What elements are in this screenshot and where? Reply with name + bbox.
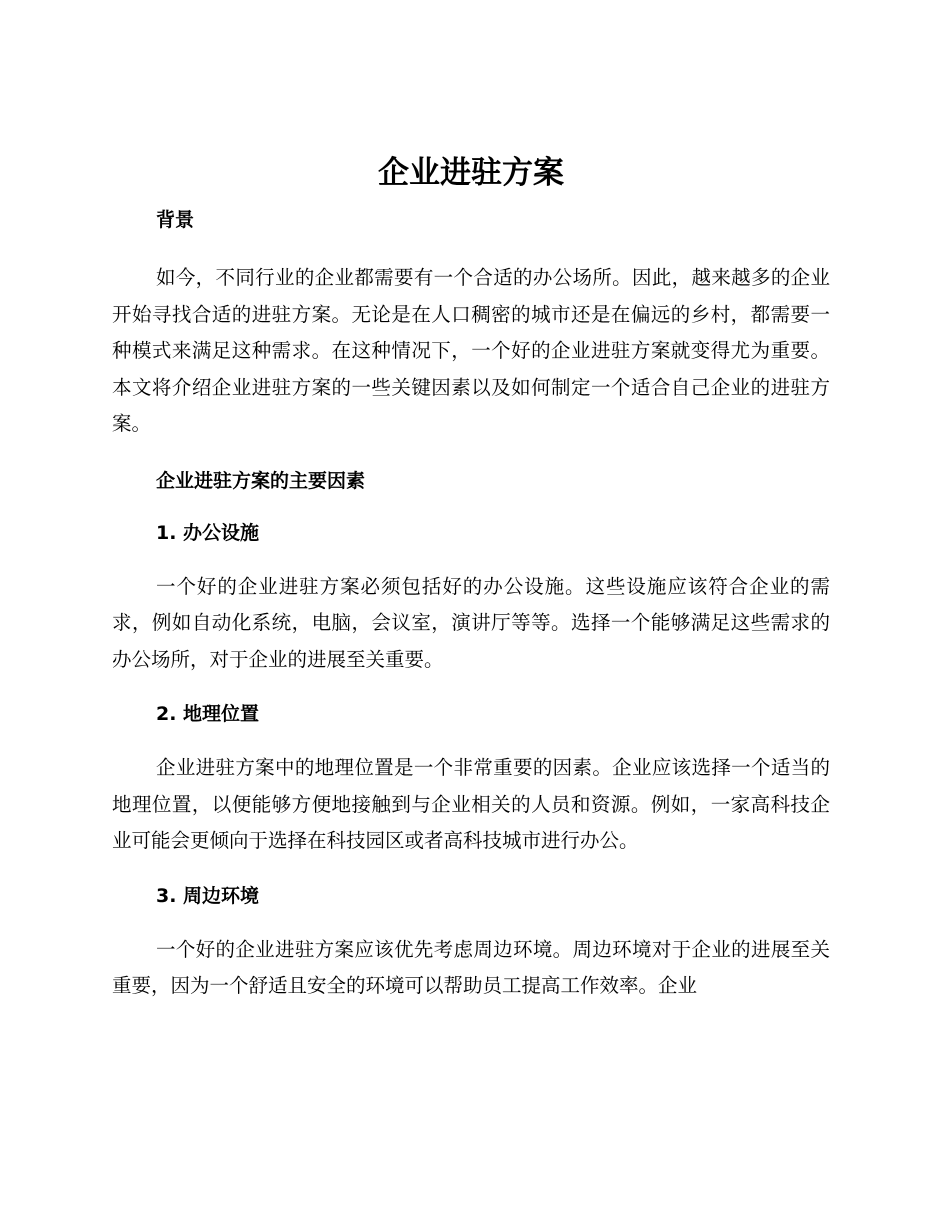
section-heading-surrounding-environment: 3. 周边环境 bbox=[156, 884, 260, 907]
section-heading-geographic-location: 2. 地理位置 bbox=[156, 703, 260, 725]
document-title: 企业进驻方案 bbox=[378, 155, 564, 191]
paragraph-background: 如今，不同行业的企业都需要有一个合适的办公场所。因此，越来越多的企业开始寻找合适的进驻方案。无论是在人口稠密的城市还是在偏远的乡村，都需要一种模式来满足这种需求。在这种情况下，一个好的企业进驻方案就变得尤为重要。本文将介绍企业进驻方案的一些关键因素以及如何制定一个适合自己企业的进驻方案。 bbox=[112, 266, 830, 435]
section-heading-main-factors: 企业进驻方案的主要因素 bbox=[156, 469, 366, 492]
section-heading-office-facilities: 1. 办公设施 bbox=[156, 521, 260, 544]
paragraph-office-facilities: 一个好的企业进驻方案必须包括好的办公设施。这些设施应该符合企业的需求，例如自动化系统，电脑，会议室，演讲厅等等。选择一个能够满足这些需求的办公场所，对于企业的进展至关重要。 bbox=[112, 574, 830, 671]
section-heading-background: 背景 bbox=[156, 209, 195, 231]
paragraph-surrounding-environment: 一个好的企业进驻方案应该优先考虑周边环境。周边环境对于企业的进展至关重要，因为一个舒适且安全的环境可以帮助员工提高工作效率。企业 bbox=[112, 937, 830, 997]
document-page bbox=[112, 150, 830, 1005]
paragraph-geographic-location: 企业进驻方案中的地理位置是一个非常重要的因素。企业应该选择一个适当的地理位置，以便能够方便地接触到与企业相关的人员和资源。例如，一家高科技企业可能会更倾向于选择在科技园区或者高科技城市进行办公。 bbox=[112, 756, 830, 852]
